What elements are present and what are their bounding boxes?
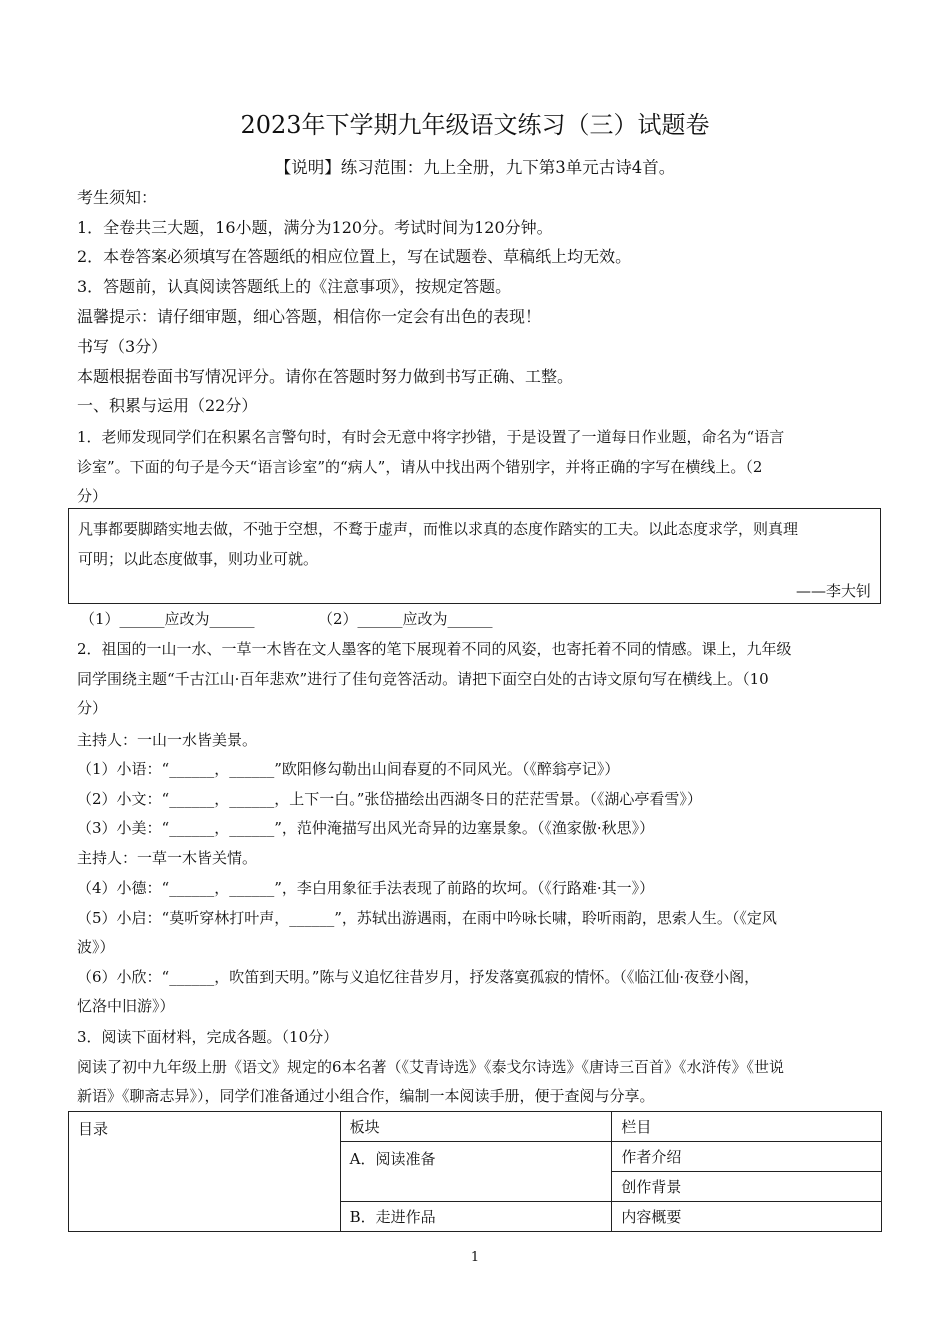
table-cell: 内容概要	[612, 1202, 882, 1232]
quote-box	[68, 508, 881, 604]
table-cell: 作者介绍	[612, 1142, 882, 1172]
poem-item: 波》）	[77, 938, 115, 956]
poem-item: （3）小美：“______，______”，范仲淹描写出风光奇异的边塞景象。（《渔家傲·秋思》）	[77, 819, 655, 837]
poem-item: （2）小文：“______，______，上下一白。”张岱描绘出西湖冬日的茫茫雪景。（《湖心亭看雪》）	[77, 790, 702, 808]
question-1-text: 1．老师发现同学们在积累名言警句时，有时会无意中将字抄错，于是设置了一道每日作业题，命名为“语言	[77, 428, 785, 446]
question-2-text: 同学围绕主题“千古江山·百年悲欢”进行了佳句竞答活动。请把下面空白处的古诗文原句写在横线上。（10	[77, 670, 769, 688]
quote-text: 凡事都要脚踏实地去做，不弛于空想，不鹜于虚声，而惟以求真的态度作踏实的工夫。以此态度求学，则真理	[78, 520, 799, 538]
instruction-item: 2．本卷答案必须填写在答题纸的相应位置上，写在试题卷、草稿纸上均无效。	[77, 247, 632, 266]
reading-handbook-table	[68, 1111, 882, 1232]
poem-item: （6）小欣：“______，吹笛到天明。”陈与义追忆往昔岁月，抒发落寞孤寂的情怀。（《临江仙·夜登小阁，	[77, 968, 760, 986]
page-number: 1	[470, 1250, 480, 1265]
question-3-heading: 3．阅读下面材料，完成各题。（10分）	[77, 1028, 339, 1046]
table-row	[69, 1112, 882, 1142]
question-2-text: 2．祖国的一山一水、一草一木皆在文人墨客的笔下展现着不同的风姿，也寄托着不同的情感。课上，九年级	[77, 640, 792, 658]
writing-heading: 书写（3分）	[77, 337, 168, 356]
poem-item: （1）小语：“______，______”欧阳修勾勒出山间春夏的不同风光。（《醉翁亭记》）	[77, 760, 620, 778]
question-3-text: 阅读了初中九年级上册《语文》规定的6本名著（《艾青诗选》《泰戈尔诗选》《唐诗三百首》《水浒传》《世说	[77, 1058, 785, 1076]
answer-blank-2: （2）______应改为______	[318, 610, 493, 628]
question-3-text: 新语》《聊斋志异》），同学们准备通过小组合作，编制一本阅读手册，便于查阅与分享。	[77, 1087, 655, 1105]
section-heading: 一、积累与运用（22分）	[77, 396, 258, 415]
writing-text: 本题根据卷面书写情况评分。请你在答题时努力做到书写正确、工整。	[77, 367, 574, 386]
poem-item: （5）小启：“莫听穿林打叶声，______”，苏轼出游遇雨，在雨中吟咏长啸，聆听雨韵，思索人生。（《定风	[77, 909, 777, 927]
answer-blank-1: （1）______应改为______	[80, 610, 255, 628]
poem-item: 忆洛中旧游》）	[77, 997, 175, 1015]
quote-author: ——李大钊	[795, 582, 871, 600]
instruction-item: 1．全卷共三大题，16小题，满分为120分。考试时间为120分钟。	[77, 218, 553, 237]
host-line: 主持人：一山一水皆美景。	[77, 731, 258, 749]
instruction-item: 3．答题前，认真阅读答题纸上的《注意事项》，按规定答题。	[77, 277, 512, 296]
table-header-cell: 板块	[340, 1112, 612, 1142]
question-1-text: 分）	[77, 487, 108, 505]
instructions-heading: 考生须知：	[77, 188, 158, 207]
table-header-cell: 栏目	[612, 1112, 882, 1142]
host-line: 主持人：一草一木皆关情。	[77, 849, 258, 867]
table-cell: 创作背景	[612, 1172, 882, 1202]
question-1-text: 诊室”。下面的句子是今天“语言诊室”的“病人”，请从中找出两个错别字，并将正确的字写在横线上。（2	[77, 458, 763, 476]
table-cell: B．走进作品	[340, 1202, 612, 1232]
table-header-cell: 目录	[69, 1112, 341, 1232]
page-title: 2023年下学期九年级语文练习（三）试题卷	[240, 111, 710, 139]
scope-note: 【说明】练习范围：九上全册，九下第3单元古诗4首。	[274, 158, 676, 177]
poem-item: （4）小德：“______，______”，李白用象征手法表现了前路的坎坷。（《行路难·其一》）	[77, 879, 655, 897]
warm-tip: 温馨提示：请仔细审题，细心答题，相信你一定会有出色的表现！	[77, 307, 542, 326]
question-2-text: 分）	[77, 699, 108, 717]
quote-text: 可明；以此态度做事，则功业可就。	[78, 550, 319, 568]
table-cell: A．阅读准备	[340, 1142, 612, 1202]
